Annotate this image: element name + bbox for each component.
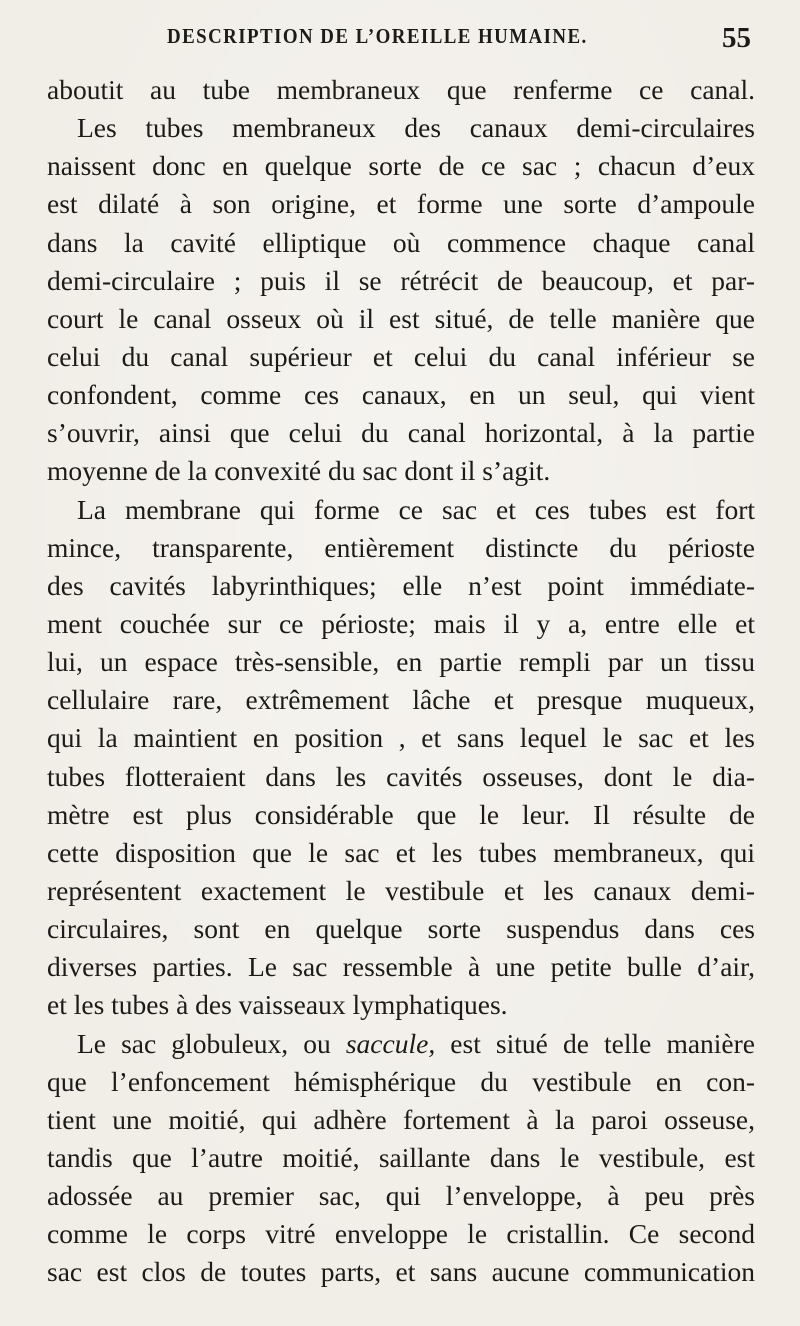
text-line: confondent, comme ces canaux, en un seul, qui vient	[47, 379, 755, 411]
text-line: naissent donc en quelque sorte de ce sac ; chacun d’eux	[47, 150, 755, 182]
text-line: court le canal osseux où il est situé, de telle manière que	[47, 302, 755, 334]
page-number: 55	[722, 22, 751, 54]
text-line: circulaires, sont en quelque sorte suspendus dans ces	[47, 913, 755, 945]
text-line: qui la maintient en position , et sans lequel le sac et les	[47, 722, 755, 754]
text-line: est dilaté à son origine, et forme une sorte d’ampoule	[47, 188, 755, 220]
text-line: comme le corps vitré enveloppe le cristallin. Ce second	[47, 1218, 755, 1250]
italic-term: saccule,	[345, 1027, 436, 1059]
text-line: tandis que l’autre moitié, saillante dans le vestibule, est	[47, 1141, 755, 1173]
body-text	[47, 71, 755, 1292]
text-line: Les tubes membraneux des canaux demi-circulaires	[77, 112, 755, 144]
running-head: DESCRIPTION DE L’OREILLE HUMAINE.	[167, 24, 588, 48]
text-line: lui, un espace très-sensible, en partie rempli par un tissu	[47, 646, 755, 678]
text-line: mètre est plus considérable que le leur. Il résulte de	[47, 798, 755, 830]
text-line: et les tubes à des vaisseaux lymphatiques.	[47, 989, 508, 1021]
text-line	[47, 1025, 755, 1063]
text-line: cellulaire rare, extrêmement lâche et presque muqueux,	[47, 684, 755, 716]
text-line: celui du canal supérieur et celui du canal inférieur se	[47, 340, 755, 372]
page-header	[0, 22, 800, 56]
text-line: diverses parties. Le sac ressemble à une petite bulle d’air,	[47, 951, 755, 983]
text-line: mince, transparente, entièrement distincte du périoste	[47, 531, 755, 563]
text-line: représentent exactement le vestibule et les canaux demi-	[47, 874, 755, 906]
text-line: des cavités labyrinthiques; elle n’est point immédiate-	[47, 569, 755, 601]
text-line: tient une moitié, qui adhère fortement à la paroi osseuse,	[47, 1103, 755, 1135]
text-line: cette disposition que le sac et les tubes membraneux, qui	[47, 836, 755, 868]
text-line: que l’enfoncement hémisphérique du vestibule en con-	[47, 1065, 755, 1097]
text-line: dans la cavité elliptique où commence chaque canal	[47, 226, 755, 258]
text-line: moyenne de la convexité du sac dont il s’agit.	[47, 455, 551, 487]
text-line: tubes flotteraient dans les cavités osseuses, dont le dia-	[47, 760, 755, 792]
text-line: sac est clos de toutes parts, et sans aucune communication	[47, 1256, 755, 1288]
text-line: adossée au premier sac, qui l’enveloppe, à peu près	[47, 1180, 755, 1212]
text-line: demi-circulaire ; puis il se rétrécit de beaucoup, et par-	[47, 264, 755, 296]
text-line-start: Le sac globuleux, ou	[77, 1027, 346, 1059]
text-line-end: est situé de telle manière	[435, 1027, 755, 1059]
text-line: ment couchée sur ce périoste; mais il y a, entre elle et	[47, 607, 755, 639]
text-line: s’ouvrir, ainsi que celui du canal horizontal, à la partie	[47, 417, 755, 449]
text-line: aboutit au tube membraneux que renferme ce canal.	[47, 74, 755, 105]
text-line: La membrane qui forme ce sac et ces tubes est fort	[77, 493, 755, 525]
